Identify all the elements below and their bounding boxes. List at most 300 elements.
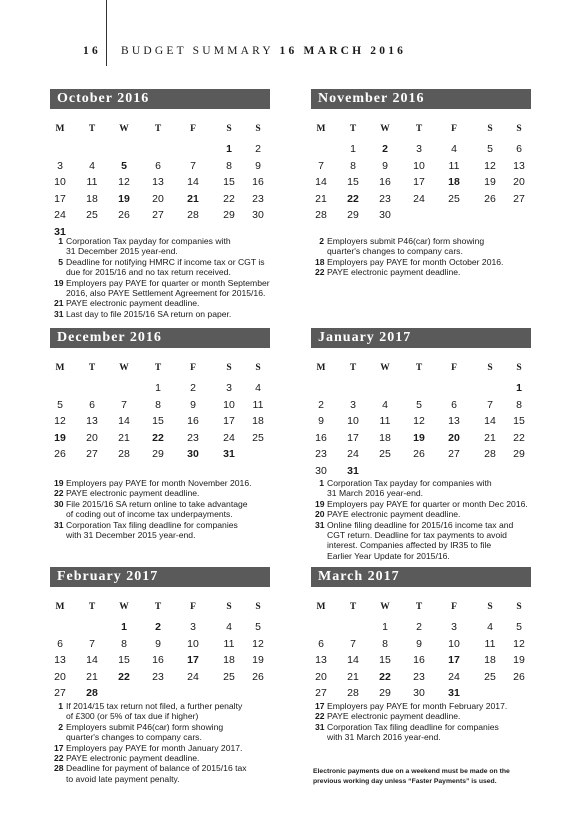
- note-day-number: 2: [319, 236, 324, 246]
- day-cell: 15: [379, 654, 391, 667]
- day-cell: 16: [252, 176, 264, 189]
- footnote: Electronic payments due on a weekend must be made on the previous working day unless “Faster Payments” is used.: [313, 768, 510, 785]
- deadline-note: [54, 478, 302, 488]
- page-number: 16: [83, 45, 101, 57]
- month-title: January 2017: [311, 328, 531, 348]
- day-cell: 14: [484, 415, 496, 428]
- weekday-header: S: [487, 602, 493, 612]
- day-cell: 30: [413, 687, 425, 700]
- month-notes: [315, 236, 551, 278]
- day-cell: 5: [57, 398, 63, 411]
- day-cell: 29: [347, 209, 359, 222]
- day-cell: 1: [155, 382, 161, 394]
- note-text-line: Corporation Tax payday for companies with: [66, 236, 231, 246]
- weekday-header: T: [154, 124, 162, 134]
- day-cell: 6: [516, 143, 522, 155]
- day-cell: 7: [350, 637, 356, 650]
- day-cell: 7: [318, 159, 324, 172]
- weekday-header: M: [316, 602, 326, 612]
- month-notes: [315, 478, 551, 561]
- day-cell: 3: [416, 143, 422, 155]
- day-cell: 5: [416, 398, 422, 411]
- day-cell: 24: [187, 670, 199, 683]
- note-text-line: File 2015/16 SA return online to take advantage: [66, 498, 248, 509]
- note-text-line: of £300 (or 5% of tax due if higher): [66, 711, 199, 722]
- day-cell: 27: [152, 209, 164, 222]
- day-cell: 28: [315, 209, 327, 222]
- day-cell: 10: [54, 176, 66, 189]
- note-day-number: 1: [58, 701, 63, 711]
- deadline-note: [54, 701, 302, 722]
- weekday-header: M: [55, 124, 65, 134]
- note-text-line: PAYE electronic payment deadline.: [327, 509, 461, 520]
- day-cell: 31: [347, 465, 359, 477]
- day-cell: 26: [252, 670, 264, 683]
- note-day-number: 31: [315, 519, 325, 530]
- day-cell: 5: [487, 143, 493, 155]
- day-cell: 22: [513, 431, 525, 444]
- day-cell: 29: [513, 448, 525, 461]
- weekday-header: T: [88, 124, 96, 134]
- weekday-header: W: [119, 602, 129, 612]
- day-cell: 9: [416, 637, 422, 650]
- day-cell: 2: [382, 143, 388, 155]
- day-cell: 22: [118, 670, 130, 683]
- day-cell: 11: [379, 415, 391, 428]
- weekday-header: W: [119, 124, 129, 134]
- day-cell: 18: [448, 176, 460, 189]
- weekday-header: T: [415, 124, 423, 134]
- day-cell: 20: [152, 192, 164, 205]
- note-text-line: PAYE electronic payment deadline.: [327, 711, 461, 722]
- day-cell: 18: [379, 431, 391, 444]
- day-cell: 24: [413, 192, 425, 205]
- day-cell: 24: [448, 670, 460, 683]
- note-text-line: due for 2015/16 and no tax return received.: [66, 267, 231, 278]
- weekday-header: S: [226, 363, 232, 373]
- day-cell: 24: [347, 448, 359, 461]
- day-cell: 21: [315, 192, 327, 205]
- day-cell: 2: [318, 398, 324, 411]
- day-cell: 18: [252, 415, 264, 428]
- day-cell: 4: [89, 159, 95, 172]
- day-cell: 9: [382, 159, 388, 172]
- day-cell: 21: [118, 431, 130, 444]
- note-text-line: Corporation Tax filing deadline for companies: [66, 519, 238, 530]
- note-text-line: Deadline for payment of balance of 2015/16 tax: [66, 763, 247, 774]
- note-text-line: with 31 December 2015 year-end.: [66, 530, 196, 541]
- day-cell: 2: [190, 382, 196, 394]
- note-day-number: 21: [54, 298, 64, 309]
- day-cell: 31: [54, 226, 66, 238]
- day-cell: 14: [187, 176, 199, 189]
- deadline-note: [54, 236, 302, 257]
- note-day-number: 19: [54, 478, 64, 488]
- day-cell: 28: [86, 687, 98, 700]
- day-cell: 22: [379, 670, 391, 683]
- note-text-line: Employers pay PAYE for month February 2017.: [327, 701, 508, 711]
- day-cell: 1: [516, 382, 522, 394]
- page-header: [83, 45, 406, 57]
- note-text-line: Employers pay PAYE for month October 2016.: [327, 256, 504, 267]
- weekday-header: M: [55, 363, 65, 373]
- day-cell: 18: [223, 654, 235, 667]
- weekday-header: M: [316, 363, 326, 373]
- day-cell: 8: [516, 398, 522, 411]
- weekday-header: F: [451, 363, 457, 373]
- day-cell: 11: [86, 176, 98, 189]
- day-cell: 3: [190, 621, 196, 633]
- deadline-note: [315, 499, 551, 509]
- month-title: December 2016: [50, 328, 270, 348]
- weekday-header: M: [55, 602, 65, 612]
- day-cell: 23: [379, 192, 391, 205]
- day-cell: 16: [187, 415, 199, 428]
- day-cell: 28: [187, 209, 199, 222]
- day-cell: 21: [86, 670, 98, 683]
- day-cell: 8: [121, 637, 127, 650]
- weekday-header: W: [380, 602, 390, 612]
- note-text-line: If 2014/15 tax return not filed, a further penalty: [66, 701, 243, 711]
- deadline-note: [315, 509, 551, 519]
- note-text-line: Employers submit P46(car) form showing: [327, 236, 485, 246]
- weekday-header: F: [190, 363, 196, 373]
- day-cell: 3: [451, 621, 457, 633]
- day-cell: 14: [118, 415, 130, 428]
- day-cell: 12: [54, 415, 66, 428]
- day-cell: 17: [448, 654, 460, 667]
- day-cell: 14: [347, 654, 359, 667]
- day-cell: 9: [190, 398, 196, 411]
- note-text-line: interest. Companies affected by IR35 to file: [327, 540, 492, 551]
- weekday-header: M: [316, 124, 326, 134]
- deadline-note: [315, 701, 551, 711]
- day-cell: 21: [187, 192, 199, 205]
- day-cell: 13: [315, 654, 327, 667]
- day-cell: 4: [382, 398, 388, 411]
- month-notes: [54, 478, 302, 540]
- day-cell: 19: [118, 192, 130, 205]
- day-cell: 18: [86, 192, 98, 205]
- day-cell: 6: [89, 398, 95, 411]
- day-cell: 16: [152, 654, 164, 667]
- weekday-header: S: [226, 124, 232, 134]
- note-day-number: 22: [315, 711, 325, 722]
- month-calendar: [50, 89, 270, 238]
- deadline-note: [54, 520, 302, 541]
- weekday-header: W: [119, 363, 129, 373]
- day-cell: 19: [413, 431, 425, 444]
- month-notes: [315, 701, 551, 743]
- weekday-header: W: [380, 124, 390, 134]
- deadline-note: [54, 763, 302, 784]
- day-cell: 6: [451, 398, 457, 411]
- weekday-header: S: [516, 602, 522, 612]
- note-text-line: Employers pay PAYE for quarter or month September: [66, 277, 270, 288]
- day-cell: 27: [315, 687, 327, 700]
- day-cell: 2: [255, 143, 261, 155]
- day-cell: 13: [513, 159, 525, 172]
- note-day-number: 31: [315, 721, 325, 732]
- note-day-number: 1: [58, 236, 63, 246]
- note-day-number: 22: [315, 267, 325, 278]
- day-cell: 20: [315, 670, 327, 683]
- weekday-header: F: [451, 124, 457, 134]
- day-cell: 16: [315, 431, 327, 444]
- note-text-line: quarter's changes to company cars.: [66, 732, 202, 743]
- weekday-header: W: [380, 363, 390, 373]
- weekday-header: S: [255, 363, 261, 373]
- day-cell: 10: [187, 637, 199, 650]
- month-title: March 2017: [311, 567, 531, 587]
- weekday-header: F: [190, 124, 196, 134]
- weekday-header: S: [487, 124, 493, 134]
- day-cell: 16: [413, 654, 425, 667]
- day-cell: 15: [513, 415, 525, 428]
- note-text-line: Earlier Year Update for 2015/16.: [327, 550, 450, 561]
- note-day-number: 18: [315, 256, 325, 267]
- note-text-line: PAYE electronic payment deadline.: [66, 753, 200, 764]
- note-day-number: 20: [315, 509, 325, 520]
- day-cell: 27: [54, 687, 66, 700]
- day-cell: 4: [255, 382, 261, 394]
- deadline-note: [315, 267, 551, 277]
- note-day-number: 30: [54, 498, 64, 509]
- day-cell: 27: [513, 192, 525, 205]
- day-cell: 19: [484, 176, 496, 189]
- day-cell: 17: [187, 654, 199, 667]
- day-cell: 13: [86, 415, 98, 428]
- note-day-number: 17: [54, 742, 64, 753]
- day-cell: 17: [54, 192, 66, 205]
- weekday-header: F: [451, 602, 457, 612]
- deadline-note: [315, 722, 551, 743]
- page-date: 16 MARCH 2016: [279, 45, 407, 57]
- day-cell: 14: [315, 176, 327, 189]
- day-cell: 8: [350, 159, 356, 172]
- day-cell: 9: [318, 415, 324, 428]
- day-cell: 26: [118, 209, 130, 222]
- day-cell: 28: [484, 448, 496, 461]
- deadline-note: [54, 753, 302, 763]
- day-cell: 10: [413, 159, 425, 172]
- deadline-note: [315, 236, 551, 257]
- note-text-line: Employers pay PAYE for month November 2016.: [66, 478, 252, 488]
- weekday-header: T: [154, 602, 162, 612]
- month-calendar: [50, 567, 270, 700]
- day-cell: 6: [57, 637, 63, 650]
- day-cell: 29: [379, 687, 391, 700]
- day-cell: 17: [347, 431, 359, 444]
- deadline-note: [54, 488, 302, 498]
- deadline-note: [54, 722, 302, 743]
- note-text-line: of coding out of income tax underpayments.: [66, 509, 233, 520]
- day-cell: 24: [223, 431, 235, 444]
- month-calendar: [311, 89, 531, 222]
- note-day-number: 19: [54, 277, 64, 288]
- month-title: November 2016: [311, 89, 531, 109]
- day-cell: 6: [318, 637, 324, 650]
- day-cell: 11: [223, 637, 235, 650]
- month-notes: [54, 701, 302, 784]
- day-cell: 19: [54, 431, 66, 444]
- day-cell: 10: [347, 415, 359, 428]
- day-cell: 15: [152, 415, 164, 428]
- weekday-header: F: [190, 602, 196, 612]
- day-cell: 4: [451, 143, 457, 155]
- weekday-header: T: [349, 602, 357, 612]
- day-cell: 15: [347, 176, 359, 189]
- day-cell: 27: [86, 448, 98, 461]
- weekday-header: S: [226, 602, 232, 612]
- day-cell: 7: [121, 398, 127, 411]
- note-day-number: 5: [58, 256, 63, 267]
- day-cell: 10: [223, 398, 235, 411]
- day-cell: 8: [382, 637, 388, 650]
- day-cell: 11: [448, 159, 460, 172]
- day-cell: 25: [86, 209, 98, 222]
- note-day-number: 31: [54, 308, 64, 319]
- deadline-note: [54, 298, 302, 308]
- day-cell: 26: [413, 448, 425, 461]
- weekday-header: T: [415, 602, 423, 612]
- day-cell: 15: [118, 654, 130, 667]
- month-calendar: [311, 567, 531, 700]
- note-text-line: PAYE electronic payment deadline.: [327, 267, 461, 278]
- note-text-line: 2016, also PAYE Settlement Agreement for 2015/16.: [66, 288, 266, 299]
- note-text-line: quarter's changes to company cars.: [327, 246, 463, 257]
- day-cell: 23: [187, 431, 199, 444]
- day-cell: 22: [152, 431, 164, 444]
- weekday-header: T: [349, 124, 357, 134]
- note-day-number: 22: [54, 753, 64, 764]
- day-cell: 26: [54, 448, 66, 461]
- day-cell: 9: [155, 637, 161, 650]
- day-cell: 5: [255, 621, 261, 633]
- month-calendar: [311, 328, 531, 477]
- day-cell: 11: [484, 637, 496, 650]
- note-text-line: to avoid late payment penalty.: [66, 773, 180, 784]
- day-cell: 15: [223, 176, 235, 189]
- deadline-note: [54, 278, 302, 299]
- day-cell: 7: [190, 159, 196, 172]
- weekday-header: S: [487, 363, 493, 373]
- note-day-number: 19: [315, 498, 325, 509]
- day-cell: 2: [416, 621, 422, 633]
- day-cell: 12: [118, 176, 130, 189]
- weekday-header: T: [88, 602, 96, 612]
- page-title: BUDGET SUMMARY: [120, 45, 274, 57]
- month-notes: [54, 236, 302, 319]
- day-cell: 1: [121, 621, 127, 633]
- weekday-header: S: [516, 363, 522, 373]
- note-text-line: Deadline for notifying HMRC if income tax or CGT is: [66, 256, 265, 267]
- day-cell: 20: [54, 670, 66, 683]
- day-cell: 25: [484, 670, 496, 683]
- note-text-line: CGT return. Deadline for tax payments to avoid: [327, 530, 507, 541]
- deadline-note: [315, 520, 551, 562]
- day-cell: 29: [152, 448, 164, 461]
- day-cell: 20: [513, 176, 525, 189]
- day-cell: 17: [223, 415, 235, 428]
- day-cell: 6: [155, 159, 161, 172]
- day-cell: 28: [118, 448, 130, 461]
- note-day-number: 28: [54, 763, 64, 774]
- note-day-number: 17: [315, 701, 325, 711]
- day-cell: 10: [448, 637, 460, 650]
- day-cell: 9: [255, 159, 261, 172]
- day-cell: 14: [86, 654, 98, 667]
- day-cell: 12: [413, 415, 425, 428]
- note-day-number: 31: [54, 519, 64, 530]
- note-day-number: 2: [58, 721, 63, 732]
- day-cell: 1: [350, 143, 356, 155]
- day-cell: 13: [54, 654, 66, 667]
- day-cell: 4: [487, 621, 493, 633]
- day-cell: 5: [121, 159, 127, 172]
- deadline-note: [54, 743, 302, 753]
- deadline-note: [54, 257, 302, 278]
- day-cell: 7: [487, 398, 493, 411]
- note-text-line: Corporation Tax filing deadline for companies: [327, 721, 499, 732]
- deadline-note: [315, 478, 551, 499]
- day-cell: 25: [252, 431, 264, 444]
- deadline-note: [315, 711, 551, 721]
- day-cell: 23: [315, 448, 327, 461]
- month-title: February 2017: [50, 567, 270, 587]
- day-cell: 1: [382, 621, 388, 633]
- day-cell: 28: [347, 687, 359, 700]
- day-cell: 23: [252, 192, 264, 205]
- day-cell: 12: [513, 637, 525, 650]
- note-text-line: 31 March 2016 year-end.: [327, 488, 424, 499]
- day-cell: 30: [187, 448, 199, 461]
- day-cell: 20: [86, 431, 98, 444]
- day-cell: 8: [155, 398, 161, 411]
- note-text-line: Employers pay PAYE for quarter or month Dec 2016.: [327, 498, 528, 509]
- day-cell: 23: [152, 670, 164, 683]
- day-cell: 20: [448, 431, 460, 444]
- day-cell: 18: [484, 654, 496, 667]
- weekday-header: T: [415, 363, 423, 373]
- day-cell: 3: [226, 382, 232, 394]
- day-cell: 25: [223, 670, 235, 683]
- day-cell: 3: [350, 398, 356, 411]
- day-cell: 31: [448, 687, 460, 700]
- day-cell: 27: [448, 448, 460, 461]
- day-cell: 7: [89, 637, 95, 650]
- day-cell: 29: [223, 209, 235, 222]
- day-cell: 13: [152, 176, 164, 189]
- deadline-note: [54, 309, 302, 319]
- day-cell: 22: [223, 192, 235, 205]
- day-cell: 16: [379, 176, 391, 189]
- note-text-line: Employers submit P46(car) form showing: [66, 721, 224, 732]
- day-cell: 30: [315, 465, 327, 477]
- day-cell: 1: [226, 143, 232, 155]
- day-cell: 23: [413, 670, 425, 683]
- note-day-number: 1: [319, 478, 324, 488]
- day-cell: 30: [379, 209, 391, 222]
- day-cell: 22: [347, 192, 359, 205]
- day-cell: 21: [484, 431, 496, 444]
- day-cell: 11: [252, 398, 264, 411]
- day-cell: 25: [379, 448, 391, 461]
- day-cell: 25: [448, 192, 460, 205]
- deadline-note: [315, 257, 551, 267]
- day-cell: 5: [516, 621, 522, 633]
- day-cell: 26: [513, 670, 525, 683]
